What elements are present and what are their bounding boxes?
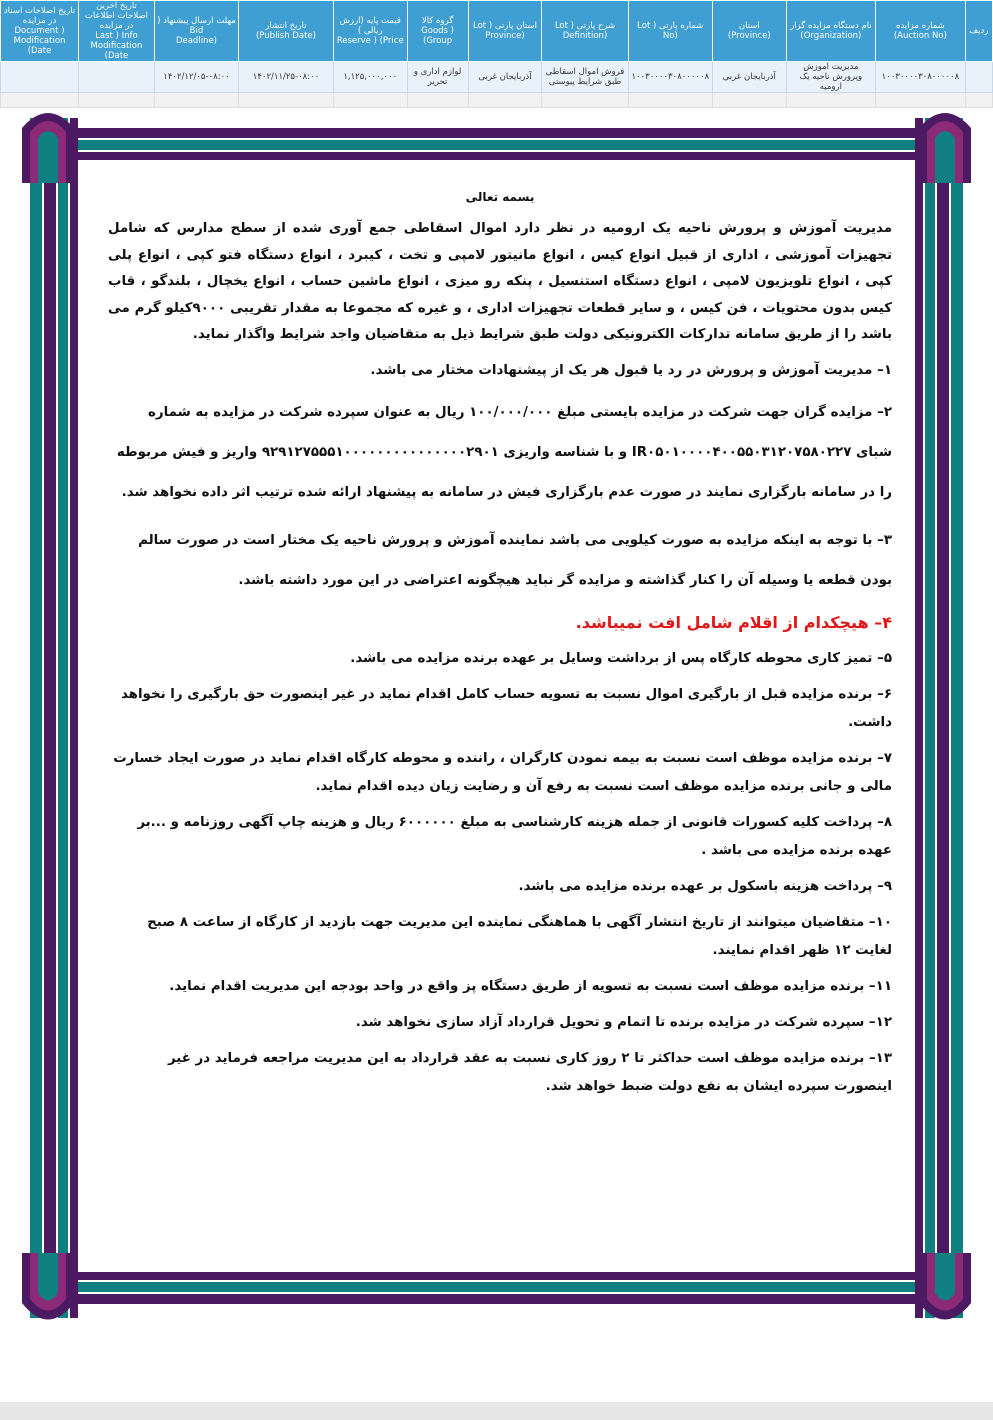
condition-item-4: ۴– هیچکدام از اقلام شامل افت نمیباشد. [575, 612, 892, 632]
col-header: تاریخ آخرین اصلاحات اطلاعات در مزایده Last ) Info Modification (Date [79, 1, 155, 62]
table-header-row [1, 1, 993, 62]
condition-item-3: ۳– با توجه به اینکه مزایده به صورت کیلویی می باشد نماینده آموزش و پرورش ناحیه یک مختار است در صورت سالم بودن قطعه یا وسیله آن را کنار گذاشته و مزایده گر نباید هیچگونه اعتراضی در این مورد داشته باشد. [138, 532, 892, 588]
condition-item-2: ۲– مزایده گران جهت شرکت در مزایده بایستی مبلغ ۱۰۰/۰۰۰/۰۰۰ ریال به عنوان سپرده شرکت در مزایده به شماره شبای IR۰۵۰۱۰۰۰۰۴۰۰۵۵۰۳۱۲۰۷۵۸۰۲۲۷ و با شناسه واریزی ۹۲۹۱۲۷۵۵۵۱۰۰۰۰۰۰۰۰۰۰۰۰۰۰۰۲۹۰۱ واریز و فیش مربوطه را در سامانه بارگزاری نمایند در صورت عدم بارگزاری فیش در سامانه به پیشنهاد ارائه شده ترتیب اثر داده نخواهد شد. [116, 404, 892, 500]
table-cell: ۱۴۰۲/۱۱/۲۵-۰۸:۰۰ [239, 62, 334, 93]
col-header: تاریخ انتشار (Publish Date) [239, 1, 334, 62]
table-cell: آذربایجان غربی [712, 62, 786, 93]
corner-ornament-icon [919, 1253, 971, 1320]
col-header: شماره مزایده (Auction No) [876, 1, 966, 62]
condition-item-6: ۶– برنده مزایده قبل از بارگیری اموال نسبت به تسویه حساب کامل اقدام نماید در غیر اینصورت حق بارگیری را نخواهد داشت. [120, 686, 892, 730]
corner-ornament-icon [22, 113, 74, 183]
announcement-body [108, 188, 892, 1101]
condition-item-9: ۹– پرداخت هزینه باسکول بر عهده برنده مزایده می باشد. [518, 878, 892, 894]
table-cell: ۱۰۰۳۰۰۰۰۳۰۸۰۰۰۰۰۸ [628, 62, 712, 93]
corner-ornament-icon [919, 113, 971, 183]
table-cell: مدیریت آموزش وپرورش ناحیه یک ارومیه [786, 62, 876, 93]
col-header: تاریخ اصلاحات اسناد در مزایده Document ) Modification (Date [1, 1, 79, 62]
intro-paragraph: مدیریت آموزش و پرورش ناحیه یک ارومیه در نظر دارد اموال اسقاطی جمع آوری شده از سطح مدارس که شامل تجهیزات آموزشی ، اداری از قبیل انواع کیس ، انواع مانیتور لامپی و تخت ، کیبرد ، انواع دستگاه فتو کپی ، انواع پلی کپی ، انواع تلویزیون لامپی ، انواع دستگاه استنسیل ، پنکه رو میزی ، انواع ماشین حساب ، انواع یخچال ، بلندگو ، قاب کیس بدون محتویات ، فن کیس ، و سایر قطعات تجهیزات اداری ، و غیره که مجموعا به مقدار تقریبی ۹۰۰۰کیلو گرم می باشد را از طریق سامانه تدارکات الکترونیکی دولت طبق شرایط ذیل به متقاضیان واجد شرایط واگذار نماید. [108, 221, 892, 342]
condition-item-1: ۱– مدیریت آموزش و پرورش در رد یا قبول هر یک از پیشنهادات مختار می باشد. [370, 362, 892, 378]
col-header: قیمت پایه (ارزش ریالی ) Reserve ) (Price [333, 1, 407, 62]
auction-info-table [0, 0, 993, 92]
condition-item-12: ۱۲– سپرده شرکت در مزایده برنده تا اتمام و تحویل قرارداد آزاد سازی نخواهد شد. [355, 1014, 892, 1030]
table-cell: لوازم اداری و تحریر [407, 62, 468, 93]
condition-item-5: ۵– تمیز کاری محوطه کارگاه پس از برداشت وسایل بر عهده برنده مزایده می باشد. [350, 650, 892, 666]
col-header: شماره پارتی ( Lot (No [628, 1, 712, 62]
table-cell: ۱۴۰۲/۱۲/۰۵-۰۸:۰۰ [154, 62, 238, 93]
col-header: استان (Province) [712, 1, 786, 62]
table-cell: فروش اموال اسقاطی طبق شرایط پیوستی [542, 62, 628, 93]
letter-title: بسمه تعالی [465, 190, 535, 204]
condition-item-10: ۱۰– متقاضیان میتوانند از تاریخ انتشار آگهی با هماهنگی نماینده این مدیریت جهت بازدید از کارگاه از ساعت ۸ صبح لغایت ۱۲ ظهر اقدام نمایند. [147, 914, 892, 958]
corner-ornament-icon [22, 1253, 74, 1320]
bottom-scroll-area [0, 1402, 993, 1420]
table-cell: ۱۰۰۳۰۰۰۰۳۰۸۰۰۰۰۰۸ [876, 62, 966, 93]
condition-item-8: ۸– پرداخت کلیه کسورات قانونی از جمله هزینه کارشناسی به مبلغ ۶۰۰۰۰۰۰ ریال و هزینه چاپ آگهی روزنامه و ...بر عهده برنده مزایده می باشد . [137, 814, 892, 858]
condition-item-7: ۷– برنده مزایده موظف است نسبت به بیمه نمودن کارگران ، راننده و محوطه کارگاه اقدام نماید در صورت ایجاد خسارت مالی و جانی برنده مزایده موظف است نسبت به رفع آن و رضایت زیان دیده اقدام نماید. [113, 750, 892, 794]
col-header: گروه کالا Goods ) (Group [407, 1, 468, 62]
col-header: ردیف [965, 1, 992, 62]
col-header: استان پارتی ( Lot (Province [468, 1, 542, 62]
condition-item-13: ۱۳– برنده مزایده موظف است حداکثر تا ۲ روز کاری نسبت به عقد قرارداد به این مدیریت مراجعه فرماید در غیر اینصورت سپرده ایشان به نفع دولت ضبط خواهد شد. [167, 1050, 892, 1094]
table-cell: ۱,۱۲۵,۰۰۰,۰۰۰ [333, 62, 407, 93]
condition-item-11: ۱۱– برنده مزایده موظف است نسبت به تسویه از طریق دستگاه پز واقع در واحد بودجه این مدیریت اقدام نماید. [169, 978, 892, 994]
col-header: مهلت ارسال پیشنهاد ( Bid (Deadline [154, 1, 238, 62]
col-header: نام دستگاه مزایده گزار (Organization) [786, 1, 876, 62]
col-header: شرح پارتی ( Lot (Definition [542, 1, 628, 62]
table-cell: آذربایجان غربی [468, 62, 542, 93]
